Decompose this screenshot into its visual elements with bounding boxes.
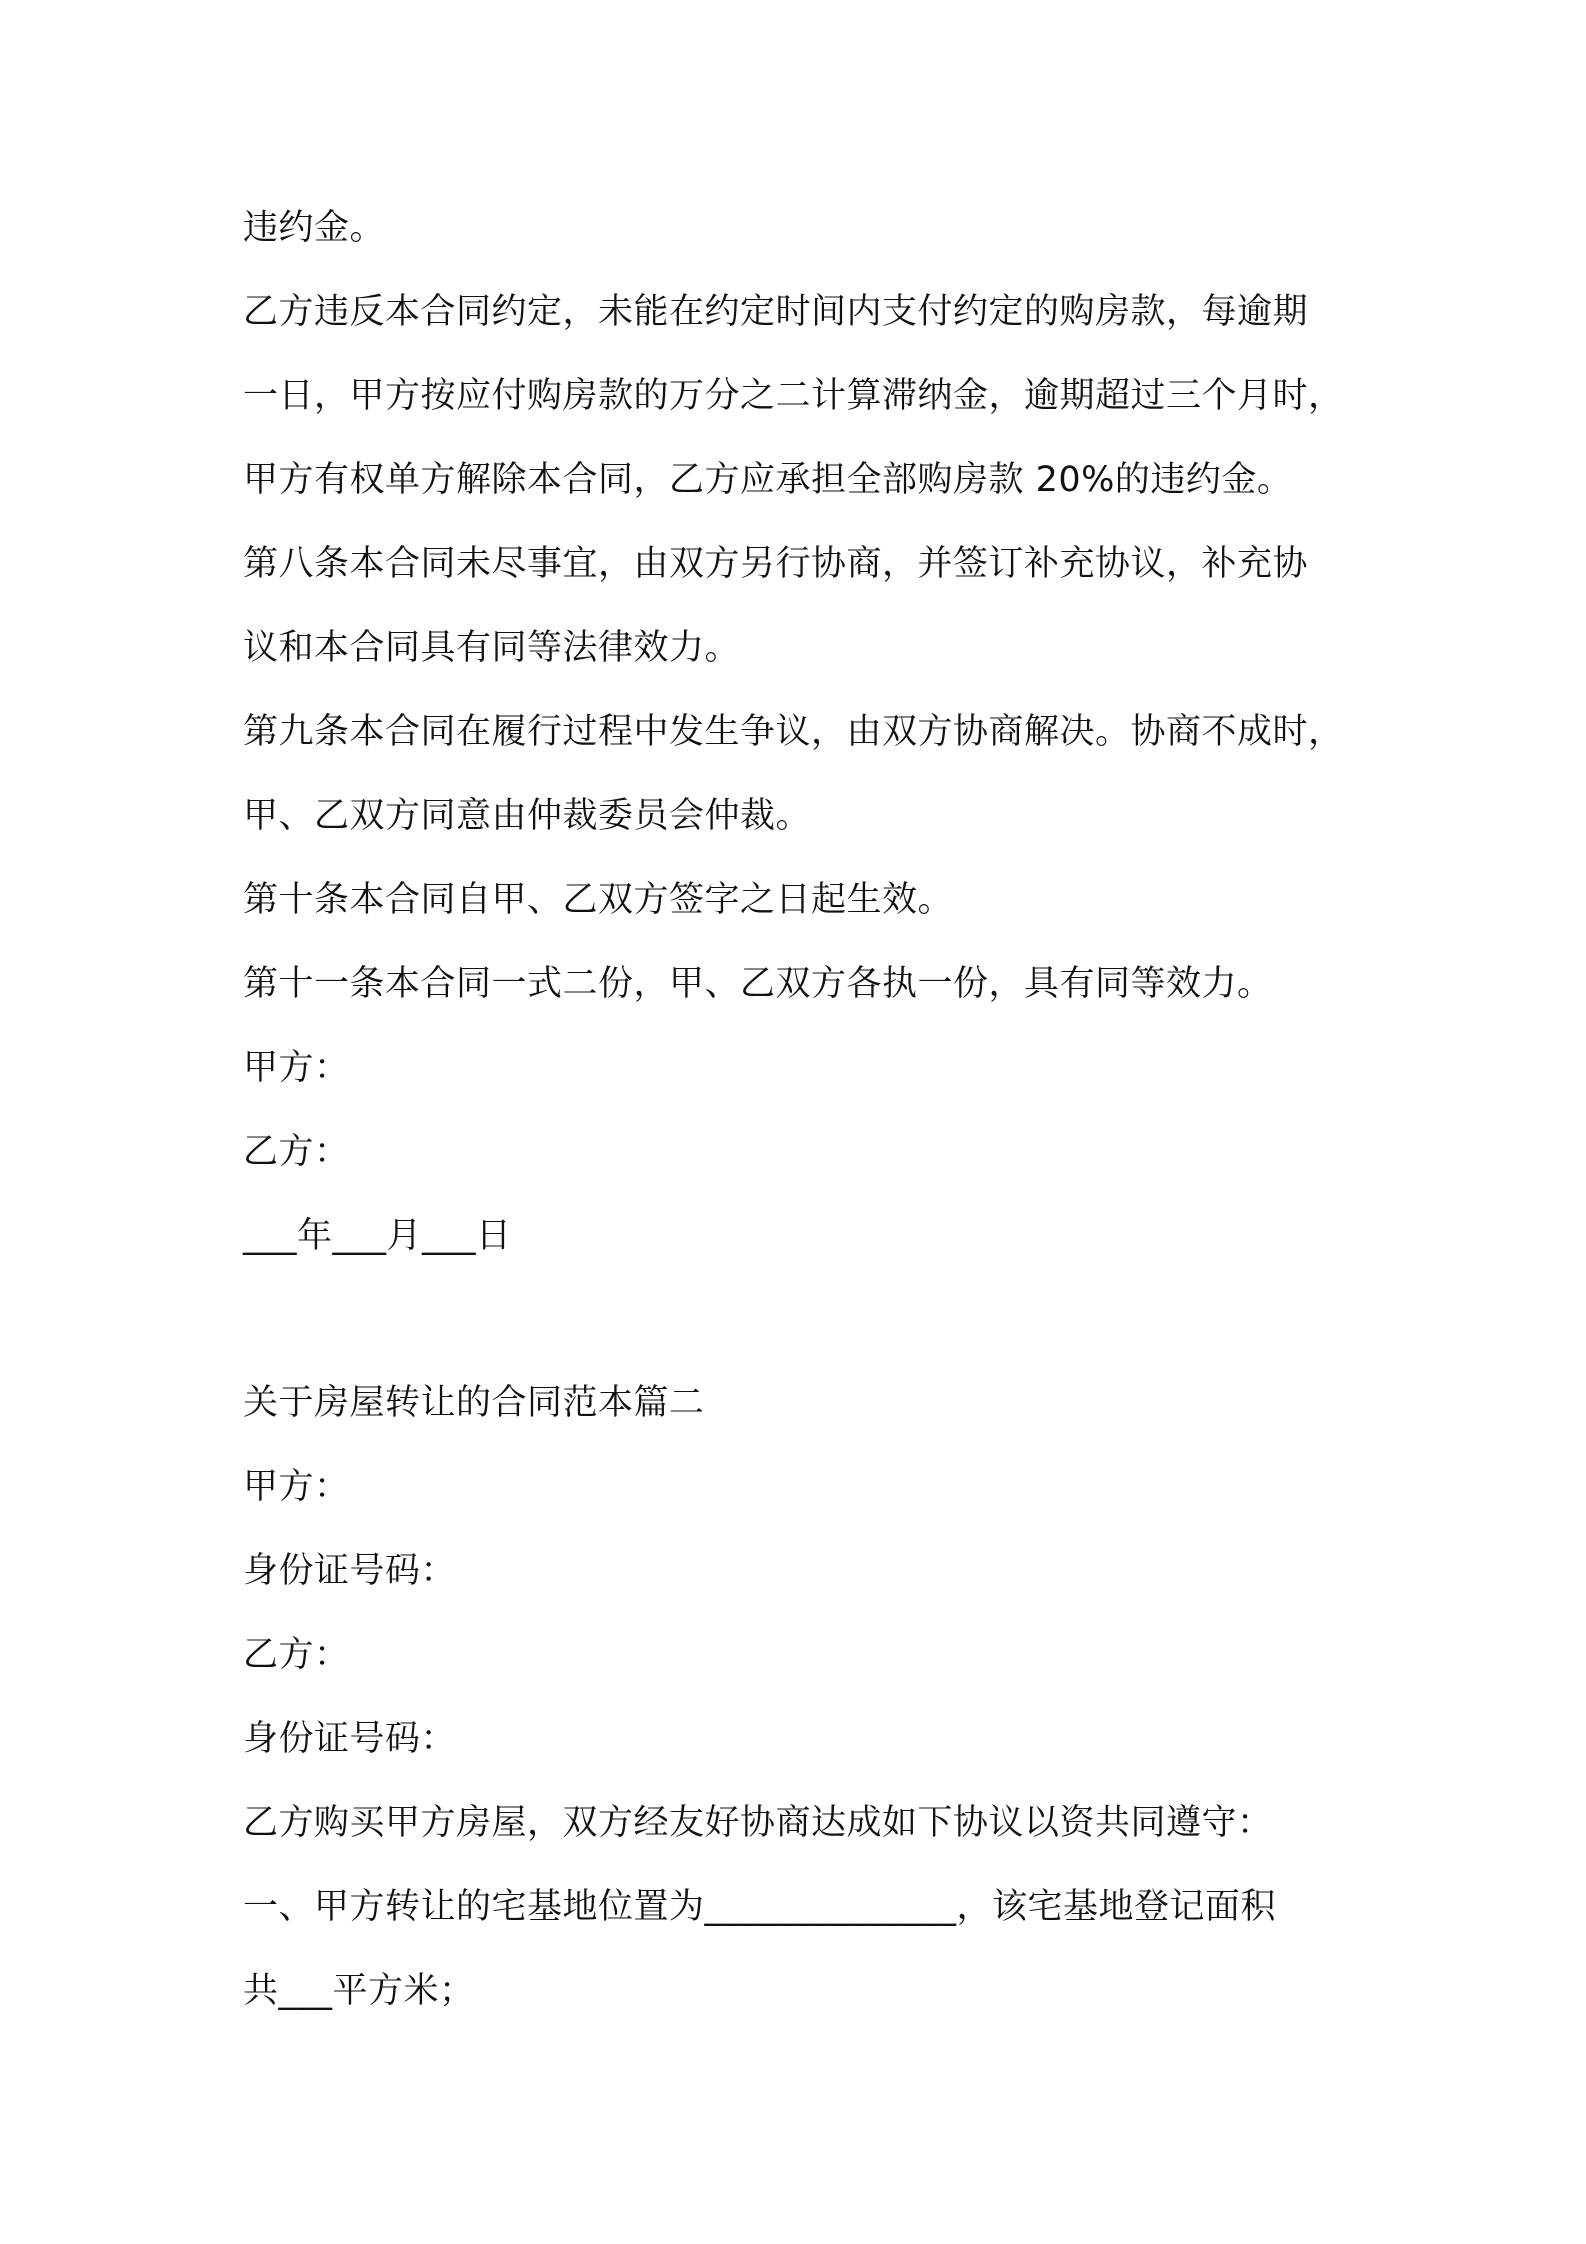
text-line: 乙方违反本合同约定，未能在约定时间内支付约定的购房款，每逾期 [243,292,1309,332]
party-b-id-label: 身份证号码： [243,1719,457,1759]
signature-label-party-b: 乙方： [243,1132,350,1172]
text-line: 一、甲方转让的宅基地位置为______________，该宅基地登记面积 [243,1887,1277,1927]
text-line: 议和本合同具有同等法律效力。 [243,628,741,668]
party-a-id-label: 身份证号码： [243,1551,457,1591]
text-line: 第十条本合同自甲、乙双方签字之日起生效。 [243,880,954,920]
text-line: 甲方有权单方解除本合同，乙方应承担全部购房款 20%的违约金。 [243,460,1293,500]
text-line: 甲、乙双方同意由仲裁委员会仲裁。 [243,796,812,836]
text-line: 共___平方米； [243,1971,475,2011]
party-b-label: 乙方： [243,1635,350,1675]
text-line: 第九条本合同在履行过程中发生争议，由双方协商解决。协商不成时， [243,712,1344,752]
text-line: 第十一条本合同一式二份，甲、乙双方各执一份，具有同等效力。 [243,964,1273,1004]
text-line: 第八条本合同未尽事宜，由双方另行协商，并签订补充协议，补充协 [243,544,1309,584]
party-a-label: 甲方： [243,1467,350,1507]
date-line: ___年___月___日 [243,1216,512,1256]
signature-label-party-a: 甲方： [243,1048,350,1088]
section-title: 关于房屋转让的合同范本篇二 [243,1383,705,1423]
text-line: 乙方购买甲方房屋，双方经友好协商达成如下协议以资共同遵守： [243,1803,1273,1843]
text-line: 一日，甲方按应付购房款的万分之二计算滞纳金，逾期超过三个月时， [243,376,1344,416]
text-line: 违约金。 [243,208,386,248]
